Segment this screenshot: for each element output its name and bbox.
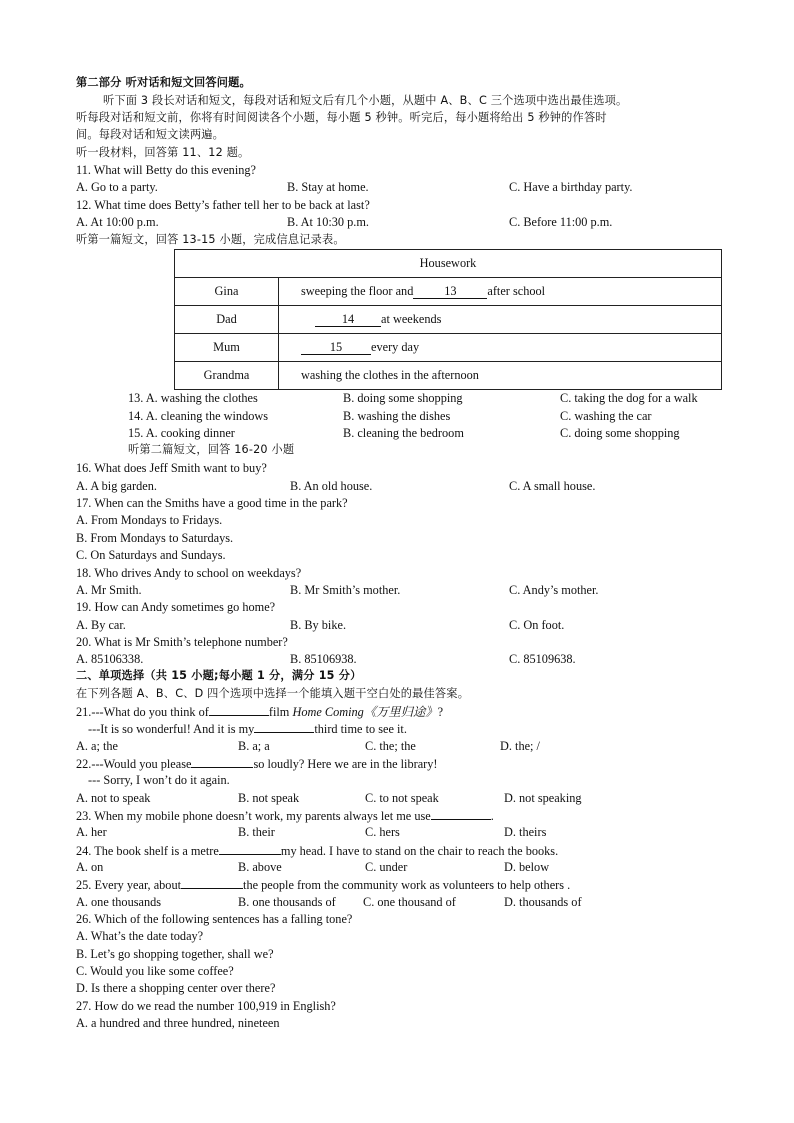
question-21-stem (76, 703, 443, 720)
question-23-stem (76, 807, 494, 824)
question-14-option-a[interactable]: 14. A. cleaning the windows (128, 409, 269, 423)
q25-text-1: 25. Every year, about (76, 878, 182, 892)
question-11-option-b[interactable]: B. Stay at home. (287, 180, 369, 194)
question-15-option-c[interactable]: C. doing some shopping (560, 426, 680, 440)
question-22-stem (76, 755, 438, 772)
material-1-note: 听一段材料，回答第 11、12 题。 (76, 146, 250, 159)
q21-text-2: film (268, 705, 290, 719)
row-chore (279, 334, 722, 362)
question-20-option-c[interactable]: C. 85109638. (509, 652, 576, 666)
question-11-option-c[interactable]: C. Have a birthday party. (509, 180, 633, 194)
question-22-option-a[interactable]: A. not to speak (76, 791, 151, 805)
question-19-stem: 19. How can Andy sometimes go home? (76, 600, 276, 614)
section-intro-line-3: 间。每段对话和短文读两遍。 (76, 128, 225, 141)
question-15-option-b[interactable]: B. cleaning the bedroom (343, 426, 464, 440)
question-13-option-a[interactable]: 13. A. washing the clothes (128, 391, 258, 405)
table-row (175, 362, 722, 390)
chore-text-after: after school (487, 284, 546, 298)
chore-text: sweeping the floor and (301, 284, 414, 298)
answer-blank[interactable] (219, 842, 281, 855)
question-18-stem: 18. Who drives Andy to school on weekdays? (76, 566, 302, 580)
question-21-reply (88, 720, 407, 737)
q23-text-2: . (490, 809, 494, 823)
row-person: Gina (175, 278, 279, 306)
question-25-option-d[interactable]: D. thousands of (504, 895, 582, 909)
passage-2-note: 听第二篇短文，回答 16-20 小题 (128, 443, 295, 456)
q21-reply-text-2: third time to see it. (314, 722, 407, 736)
question-27-stem: 27. How do we read the number 100,919 in English? (76, 999, 336, 1013)
question-16-option-c[interactable]: C. A small house. (509, 479, 596, 493)
table-row (175, 306, 722, 334)
question-25-option-b[interactable]: B. one thousands of (238, 895, 336, 909)
question-19-option-a[interactable]: A. By car. (76, 618, 126, 632)
answer-blank-14[interactable]: 14 (315, 312, 381, 327)
question-24-option-b[interactable]: B. above (238, 860, 282, 874)
question-17-option-c[interactable]: C. On Saturdays and Sundays. (76, 548, 226, 562)
answer-blank[interactable] (254, 720, 314, 733)
part-2-title: 二、单项选择（共 15 小题;每小题 1 分，满分 15 分） (76, 669, 362, 682)
question-11-option-a[interactable]: A. Go to a party. (76, 180, 158, 194)
row-chore (279, 278, 722, 306)
q22-text-2: so loudly? Here we are in the library! (253, 757, 438, 771)
question-26-option-b[interactable]: B. Let’s go shopping together, shall we? (76, 947, 274, 961)
question-18-option-a[interactable]: A. Mr Smith. (76, 583, 142, 597)
q21-reply-text-1: ---It is so wonderful! And it is my (88, 722, 255, 736)
question-18-option-b[interactable]: B. Mr Smith’s mother. (290, 583, 401, 597)
question-23-option-c[interactable]: C. hers (365, 825, 400, 839)
question-14-option-b[interactable]: B. washing the dishes (343, 409, 451, 423)
q21-text-3: ? (437, 705, 444, 719)
question-21-option-d[interactable]: D. the; / (500, 739, 540, 753)
question-19-option-c[interactable]: C. On foot. (509, 618, 565, 632)
question-24-option-c[interactable]: C. under (365, 860, 408, 874)
q21-text-1: 21.---What do you think of (76, 705, 209, 719)
row-person: Mum (175, 334, 279, 362)
question-17-option-a[interactable]: A. From Mondays to Fridays. (76, 513, 223, 527)
question-26-option-c[interactable]: C. Would you like some coffee? (76, 964, 234, 978)
question-27-option-a[interactable]: A. a hundred and three hundred, nineteen (76, 1016, 280, 1030)
q23-text-1: 23. When my mobile phone doesn’t work, my parents always let me use (76, 809, 431, 823)
question-26-stem: 26. Which of the following sentences has a falling tone? (76, 912, 353, 926)
question-22-option-d[interactable]: D. not speaking (504, 791, 582, 805)
passage-1-note: 听第一篇短文，回答 13-15 小题，完成信息记录表。 (76, 233, 345, 246)
part-2-instruction: 在下列各题 A、B、C、D 四个选项中选择一个能填入题干空白处的最佳答案。 (76, 687, 470, 700)
question-16-stem: 16. What does Jeff Smith want to buy? (76, 461, 267, 475)
question-18-option-c[interactable]: C. Andy’s mother. (509, 583, 599, 597)
row-chore (279, 306, 722, 334)
question-22-option-c[interactable]: C. to not speak (365, 791, 439, 805)
question-20-stem: 20. What is Mr Smith’s telephone number? (76, 635, 288, 649)
question-12-option-a[interactable]: A. At 10:00 p.m. (76, 215, 159, 229)
row-chore: washing the clothes in the afternoon (279, 362, 722, 390)
q22-text-1: 22.---Would you please (76, 757, 192, 771)
question-15-option-a[interactable]: 15. A. cooking dinner (128, 426, 235, 440)
q24-text-2: my head. I have to stand on the chair to reach the books. (280, 844, 559, 858)
question-17-option-b[interactable]: B. From Mondays to Saturdays. (76, 531, 234, 545)
question-21-option-c[interactable]: C. the; the (365, 739, 416, 753)
question-21-option-b[interactable]: B. a; a (238, 739, 270, 753)
question-24-option-a[interactable]: A. on (76, 860, 104, 874)
question-11-stem: 11. What will Betty do this evening? (76, 163, 256, 177)
question-16-option-b[interactable]: B. An old house. (290, 479, 373, 493)
question-23-option-b[interactable]: B. their (238, 825, 275, 839)
question-20-option-b[interactable]: B. 85106938. (290, 652, 357, 666)
question-26-option-d[interactable]: D. Is there a shopping center over there? (76, 981, 276, 995)
question-25-stem (76, 876, 570, 893)
chore-text-after: at weekends (381, 312, 442, 326)
table-header: Housework (175, 250, 722, 278)
question-25-option-a[interactable]: A. one thousands (76, 895, 162, 909)
answer-blank[interactable] (181, 876, 243, 889)
section-intro-line-1: 听下面 3 段长对话和短文，每段对话和短文后有几个小题，从题中 A、B、C 三个选项中选出最佳选项。 (103, 94, 628, 107)
answer-blank-13[interactable]: 13 (413, 284, 487, 299)
row-person: Dad (175, 306, 279, 334)
answer-blank-15[interactable]: 15 (301, 340, 371, 355)
question-13-option-b[interactable]: B. doing some shopping (343, 391, 463, 405)
question-12-stem: 12. What time does Betty’s father tell her to be back at last? (76, 198, 370, 212)
question-22-option-b[interactable]: B. not speak (238, 791, 300, 805)
film-title: Home Coming《万里归途》 (292, 705, 438, 719)
question-24-stem (76, 842, 558, 859)
row-person: Grandma (175, 362, 279, 390)
question-22-reply: --- Sorry, I won’t do it again. (88, 773, 230, 787)
answer-blank[interactable] (209, 703, 269, 716)
question-17-stem: 17. When can the Smiths have a good time in the park? (76, 496, 348, 510)
question-13-option-c[interactable]: C. taking the dog for a walk (560, 391, 698, 405)
section-intro-line-2: 听每段对话和短文前，你将有时间阅读各个小题，每小题 5 秒钟。听完后，每小题将给出 5 秒钟的作答时 (76, 111, 607, 124)
question-20-option-a[interactable]: A. 85106338. (76, 652, 144, 666)
question-12-option-b[interactable]: B. At 10:30 p.m. (287, 215, 369, 229)
q24-text-1: 24. The book shelf is a metre (76, 844, 219, 858)
question-21-option-a[interactable]: A. a; the (76, 739, 119, 753)
chore-text-after: every day (371, 340, 420, 354)
question-16-option-a[interactable]: A. A big garden. (76, 479, 157, 493)
answer-blank[interactable] (431, 807, 491, 820)
question-14-option-c[interactable]: C. washing the car (560, 409, 652, 423)
table-row (175, 334, 722, 362)
q25-text-2: the people from the community work as volunteers to help others . (243, 878, 571, 892)
table-row (175, 278, 722, 306)
question-23-option-a[interactable]: A. her (76, 825, 107, 839)
question-24-option-d[interactable]: D. below (504, 860, 550, 874)
answer-blank[interactable] (191, 755, 253, 768)
question-23-option-d[interactable]: D. theirs (504, 825, 547, 839)
question-19-option-b[interactable]: B. By bike. (290, 618, 347, 632)
housework-table (174, 249, 722, 390)
section-title: 第二部分 听对话和短文回答问题。 (76, 76, 251, 89)
question-26-option-a[interactable]: A. What’s the date today? (76, 929, 204, 943)
question-25-option-c[interactable]: C. one thousand of (363, 895, 456, 909)
question-12-option-c[interactable]: C. Before 11:00 p.m. (509, 215, 613, 229)
